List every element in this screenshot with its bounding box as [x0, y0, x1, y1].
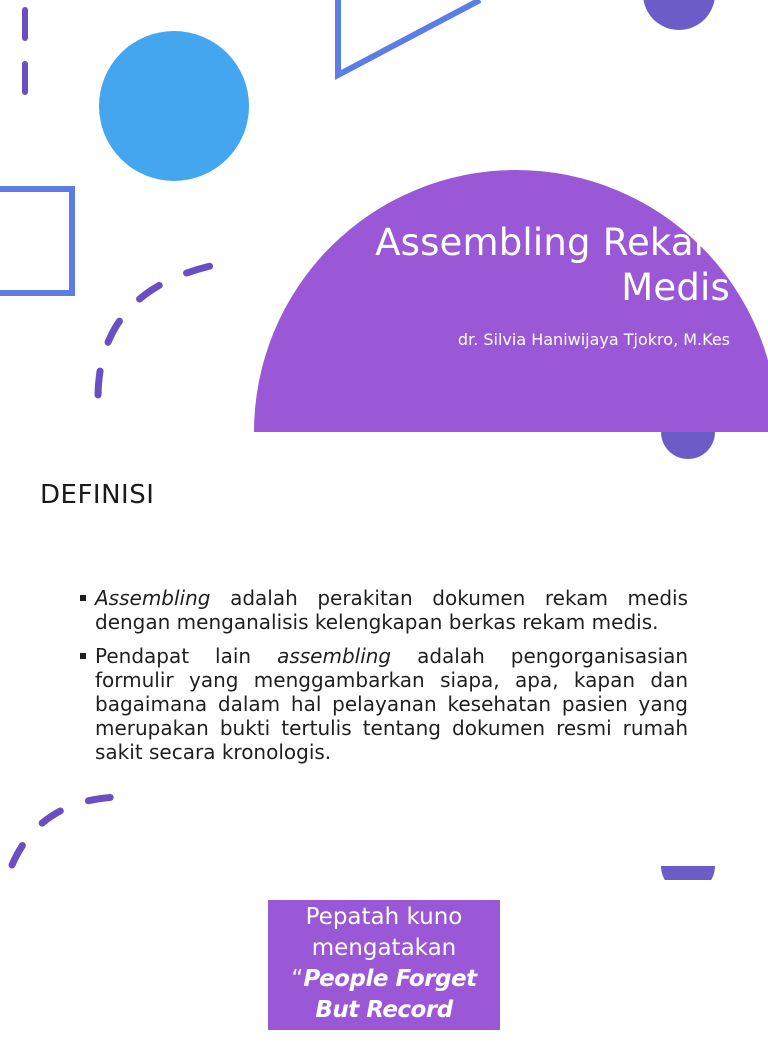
quote-slide — [0, 880, 768, 1054]
open-quote: “ — [291, 966, 304, 992]
presentation-title — [310, 220, 730, 310]
triangle-outline-shape — [338, 0, 480, 75]
term-italic: assembling — [277, 644, 392, 668]
definition-list — [80, 586, 688, 774]
square-outline-shape — [0, 189, 72, 293]
dashed-arc-shape — [12, 797, 118, 865]
quote-intro: Pepatah kuno mengatakan — [305, 904, 463, 961]
square-bullet-icon — [80, 653, 86, 659]
quote-text — [268, 964, 500, 1057]
square-bullet-icon — [80, 595, 86, 601]
section-heading: DEFINISI — [40, 480, 155, 510]
definition-text: adalah perakitan dokumen rekam medis dengan menganalisis kelengkapan berkas rekam medis. — [95, 586, 688, 634]
list-item — [80, 586, 688, 634]
author-name: dr. Silvia Haniwijaya Tjokro, M.Kes — [457, 330, 730, 349]
title-slide-decor — [0, 0, 768, 432]
quote-box — [268, 900, 500, 1054]
definition-text: adalah pengorganisasian formulir yang menggambarkan siapa, apa, kapan dan bagaimana dalam hal pelayanan kesehatan pasien yang merupakan bukti tertulis tentang dokumen resmi rumah sakit secara kronologis. — [95, 644, 688, 764]
quote-bold: People Forget But Record Remember — [303, 966, 477, 1054]
definition-slide — [0, 440, 768, 872]
dashed-arc-shape — [98, 265, 215, 395]
list-item — [80, 644, 688, 764]
definition-prefix: Pendapat lain — [95, 644, 278, 668]
semicircle-top-shape — [661, 432, 715, 459]
blue-circle-shape — [99, 31, 249, 181]
title-line-2: Medis — [621, 266, 730, 309]
title-line-1: Assembling Rekam — [375, 221, 730, 264]
close-quote: ”, — [441, 1028, 462, 1054]
title-slide — [0, 0, 768, 432]
term-italic: Assembling — [95, 586, 211, 610]
purple-circle-top-shape — [643, 0, 715, 30]
